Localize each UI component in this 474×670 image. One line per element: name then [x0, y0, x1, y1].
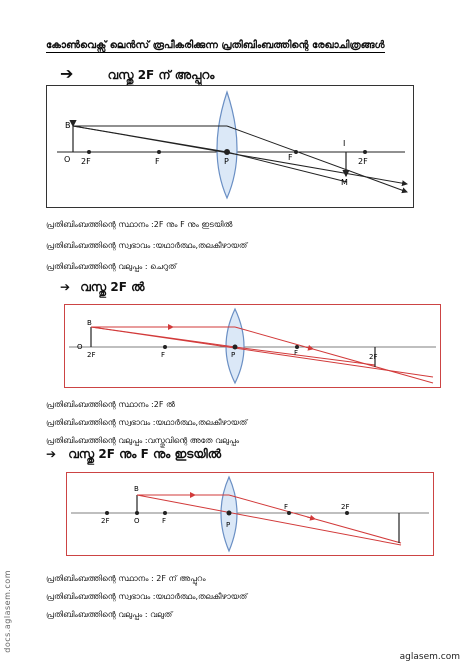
label-f-left: F [155, 157, 160, 166]
ray-refracted [235, 327, 433, 383]
case-3-heading: വസ്തു 2F നും F നും ഇടയിൽ [68, 447, 222, 461]
case-1-note-nature: പ്രതിബിംബത്തിന്റെ സ്വഭാവം :യഥാർത്ഥം,തലകീഴായത് [46, 241, 248, 250]
arrow-icon: ➔ [60, 64, 74, 83]
ray-to-focus [91, 327, 235, 347]
footer-brand[interactable]: aglasem.com [399, 652, 460, 662]
label-o: O [134, 517, 140, 525]
dot-2f-left [105, 511, 109, 515]
label-2f-left: 2F [101, 517, 110, 525]
convex-lens [217, 92, 237, 198]
label-f-left: F [162, 517, 167, 525]
ray-to-focus [73, 126, 227, 152]
dot-p [224, 149, 230, 155]
label-f-right: F [284, 503, 289, 511]
ray-arrowhead [307, 517, 315, 519]
case-1-note-position: പ്രതിബിംബത്തിന്റെ സ്ഥാനം :2F നും F നും ഇടയിൽ [46, 220, 233, 229]
dot-p [227, 511, 232, 516]
label-2f-right: 2F [341, 503, 350, 511]
case-3-note-nature: പ്രതിബിംബത്തിന്റെ സ്വഭാവം :യഥാർത്ഥം,തലകീഴായത് [46, 592, 248, 601]
ray-parallel-out [235, 347, 378, 365]
figure-case-1 [46, 85, 414, 208]
label-f-right: F [288, 153, 293, 162]
ray-parallel-out [227, 152, 347, 182]
arrow-icon: ➔ [46, 447, 57, 461]
label-o: O [64, 155, 71, 164]
arrow-icon: ➔ [60, 280, 71, 294]
label-m: M [341, 178, 348, 187]
case-3-note-size: പ്രതിബിംബത്തിന്റെ വലുപ്പം : വലുത് [46, 610, 173, 619]
case-1-heading: വസ്തു 2F ന് അപ്പുറം [107, 68, 215, 82]
case-2-note-position: പ്രതിബിംബത്തിന്റെ സ്ഥാനം :2F ൽ [46, 400, 175, 409]
case-3-note-position: പ്രതിബിംബത്തിന്റെ സ്ഥാനം : 2F ന് അപ്പുറം [46, 574, 206, 583]
side-watermark: docs.aglasem.com [3, 570, 12, 653]
case-2-note-size: പ്രതിബിംബത്തിന്റെ വലുപ്പം :വസ്തുവിന്റെ അതേ വലുപ്പം [46, 436, 240, 445]
dot-2f-right [363, 150, 367, 154]
dot-f-left [163, 511, 167, 515]
label-p: P [224, 157, 229, 166]
case-2-heading-row [60, 280, 144, 295]
label-b: B [87, 319, 92, 327]
label-2f-left: 2F [87, 351, 96, 359]
label-f-right: F [294, 349, 299, 357]
dot-2f-left [87, 150, 91, 154]
dot-o [135, 511, 139, 515]
label-2f-left: 2F [81, 157, 91, 166]
ray-through-centre [137, 495, 401, 545]
dot-f-left [157, 150, 161, 154]
label-f-left: F [161, 351, 166, 359]
case-1-note-size: പ്രതിബിംബത്തിന്റെ വലുപ്പം : ചെറുത് [46, 262, 177, 271]
label-2f-right: 2F [369, 353, 378, 361]
label-o: O [77, 343, 83, 351]
label-p: P [231, 351, 236, 359]
case-3-heading-row [46, 447, 221, 462]
dot-p [233, 345, 238, 350]
case-2-note-nature: പ്രതിബിംബത്തിന്റെ സ്വഭാവം :യഥാർത്ഥം,തലകീഴായത് [46, 418, 248, 427]
dot-2f-right [345, 511, 349, 515]
case-2-heading: വസ്തു 2F ൽ [80, 280, 145, 294]
label-b: B [134, 485, 139, 493]
label-i: I [343, 139, 346, 148]
case-1-heading-row [60, 64, 214, 83]
figure-case-3 [66, 472, 434, 556]
page-title: കോൺവെക്സ് ലെൻസ് രൂപീകരിക്കുന്ന പ്രതിബിംബത്തിന്റെ രേഖാചിത്രങ്ങൾ [46, 40, 385, 51]
label-b: B [65, 121, 71, 130]
label-2f-right: 2F [358, 157, 368, 166]
dot-f-right [287, 511, 291, 515]
label-p: P [226, 521, 231, 529]
dot-f-right [294, 150, 298, 154]
figure-case-2 [64, 304, 441, 388]
dot-f-left [163, 345, 167, 349]
